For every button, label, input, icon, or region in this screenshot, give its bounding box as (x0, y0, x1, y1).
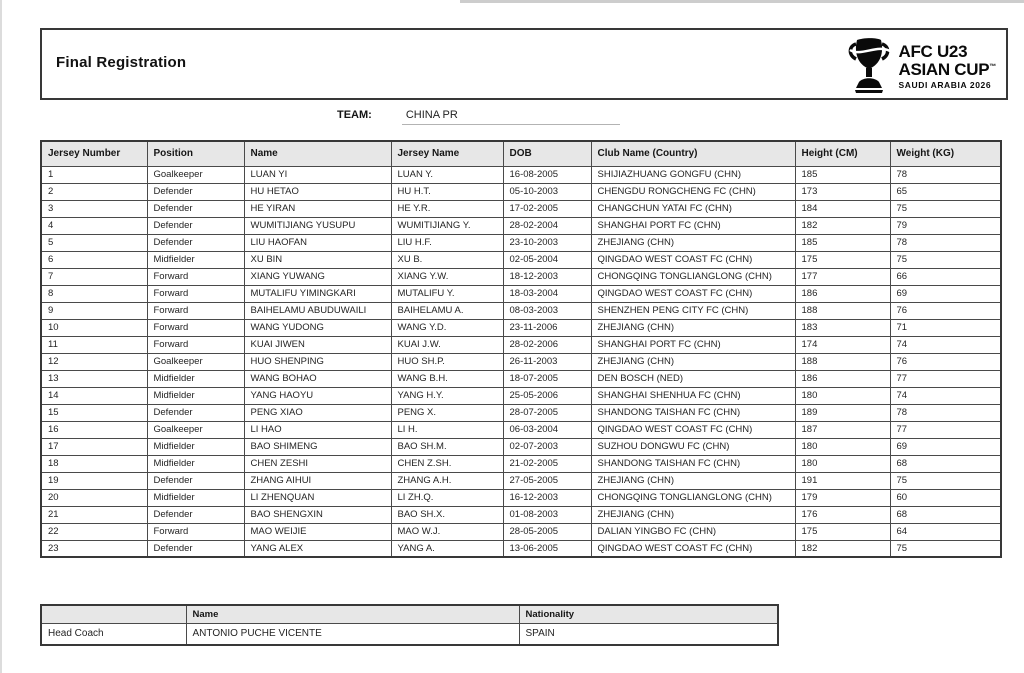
player-dob-cell: 16-08-2005 (503, 166, 591, 183)
player-dob-cell: 02-05-2004 (503, 251, 591, 268)
player-dob-cell: 06-03-2004 (503, 421, 591, 438)
player-jersey-number-cell: 11 (41, 336, 147, 353)
scan-edge-strip (460, 0, 1024, 3)
player-height-cell: 180 (795, 387, 890, 404)
logo-line-1: AFC U23 (898, 41, 968, 61)
player-weight-cell: 76 (890, 353, 1001, 370)
player-dob-cell: 02-07-2003 (503, 438, 591, 455)
player-jersey-name-cell: LIU H.F. (391, 234, 503, 251)
player-row (41, 302, 1001, 319)
player-name-cell: PENG XIAO (244, 404, 391, 421)
player-club-cell: QINGDAO WEST COAST FC (CHN) (591, 251, 795, 268)
player-club-cell: ZHEJIANG (CHN) (591, 353, 795, 370)
player-club-cell: SUZHOU DONGWU FC (CHN) (591, 438, 795, 455)
player-dob-cell: 23-11-2006 (503, 319, 591, 336)
player-jersey-number-cell: 20 (41, 489, 147, 506)
scan-edge-line (0, 0, 2, 673)
player-row (41, 353, 1001, 370)
player-jersey-number-cell: 18 (41, 455, 147, 472)
player-position-cell: Defender (147, 183, 244, 200)
player-jersey-name-cell: MUTALIFU Y. (391, 285, 503, 302)
player-weight-cell: 68 (890, 506, 1001, 523)
player-dob-cell: 08-03-2003 (503, 302, 591, 319)
player-dob-cell: 28-05-2005 (503, 523, 591, 540)
player-name-cell: YANG HAOYU (244, 387, 391, 404)
player-name-cell: XIANG YUWANG (244, 268, 391, 285)
player-height-cell: 187 (795, 421, 890, 438)
roster-table (40, 140, 1002, 558)
player-weight-cell: 68 (890, 455, 1001, 472)
player-jersey-number-cell: 3 (41, 200, 147, 217)
staff-table-body (41, 623, 778, 645)
player-jersey-name-cell: BAIHELAMU A. (391, 302, 503, 319)
player-name-cell: LI ZHENQUAN (244, 489, 391, 506)
player-height-cell: 185 (795, 234, 890, 251)
col-header-position: Position (147, 141, 244, 166)
player-weight-cell: 64 (890, 523, 1001, 540)
player-jersey-number-cell: 4 (41, 217, 147, 234)
col-header-height: Height (CM) (795, 141, 890, 166)
player-name-cell: WUMITIJIANG YUSUPU (244, 217, 391, 234)
player-row (41, 472, 1001, 489)
player-jersey-number-cell: 1 (41, 166, 147, 183)
player-jersey-name-cell: BAO SH.M. (391, 438, 503, 455)
player-position-cell: Defender (147, 200, 244, 217)
col-header-dob: DOB (503, 141, 591, 166)
trademark-symbol: ™ (989, 63, 996, 71)
player-name-cell: BAO SHENGXIN (244, 506, 391, 523)
player-jersey-name-cell: MAO W.J. (391, 523, 503, 540)
player-jersey-number-cell: 22 (41, 523, 147, 540)
player-dob-cell: 13-06-2005 (503, 540, 591, 557)
player-weight-cell: 75 (890, 540, 1001, 557)
player-name-cell: WANG BOHAO (244, 370, 391, 387)
player-dob-cell: 26-11-2003 (503, 353, 591, 370)
player-club-cell: ZHEJIANG (CHN) (591, 234, 795, 251)
player-jersey-number-cell: 9 (41, 302, 147, 319)
player-jersey-name-cell: YANG H.Y. (391, 387, 503, 404)
player-height-cell: 179 (795, 489, 890, 506)
player-jersey-number-cell: 19 (41, 472, 147, 489)
player-position-cell: Forward (147, 268, 244, 285)
player-jersey-name-cell: XU B. (391, 251, 503, 268)
player-dob-cell: 21-02-2005 (503, 455, 591, 472)
player-jersey-name-cell: WUMITIJIANG Y. (391, 217, 503, 234)
player-name-cell: HE YIRAN (244, 200, 391, 217)
staff-table (40, 604, 779, 646)
player-row (41, 217, 1001, 234)
player-jersey-number-cell: 7 (41, 268, 147, 285)
player-club-cell: CHANGCHUN YATAI FC (CHN) (591, 200, 795, 217)
team-label: TEAM: (337, 109, 372, 121)
player-name-cell: LUAN YI (244, 166, 391, 183)
player-position-cell: Forward (147, 285, 244, 302)
player-dob-cell: 28-02-2004 (503, 217, 591, 234)
player-dob-cell: 18-03-2004 (503, 285, 591, 302)
team-name-value: CHINA PR (402, 109, 620, 125)
logo-line-2: ASIAN CUP™ (898, 59, 996, 79)
player-name-cell: HUO SHENPING (244, 353, 391, 370)
player-name-cell: XU BIN (244, 251, 391, 268)
player-name-cell: MUTALIFU YIMINGKARI (244, 285, 391, 302)
player-weight-cell: 79 (890, 217, 1001, 234)
player-club-cell: CHONGQING TONGLIANGLONG (CHN) (591, 489, 795, 506)
player-dob-cell: 01-08-2003 (503, 506, 591, 523)
player-dob-cell: 17-02-2005 (503, 200, 591, 217)
player-weight-cell: 78 (890, 404, 1001, 421)
player-position-cell: Midfielder (147, 489, 244, 506)
player-club-cell: ZHEJIANG (CHN) (591, 319, 795, 336)
staff-col-header-name: Name (186, 605, 519, 623)
player-name-cell: ZHANG AIHUI (244, 472, 391, 489)
player-name-cell: LIU HAOFAN (244, 234, 391, 251)
player-club-cell: DEN BOSCH (NED) (591, 370, 795, 387)
player-row (41, 438, 1001, 455)
col-header-club: Club Name (Country) (591, 141, 795, 166)
player-name-cell: CHEN ZESHI (244, 455, 391, 472)
col-header-jersey-number: Jersey Number (41, 141, 147, 166)
player-dob-cell: 18-12-2003 (503, 268, 591, 285)
player-row (41, 183, 1001, 200)
player-jersey-name-cell: WANG Y.D. (391, 319, 503, 336)
document-header (40, 28, 1008, 100)
player-position-cell: Defender (147, 404, 244, 421)
player-jersey-name-cell: WANG B.H. (391, 370, 503, 387)
player-weight-cell: 69 (890, 285, 1001, 302)
player-jersey-number-cell: 14 (41, 387, 147, 404)
player-club-cell: QINGDAO WEST COAST FC (CHN) (591, 421, 795, 438)
tournament-logo (845, 37, 996, 95)
player-position-cell: Defender (147, 472, 244, 489)
player-dob-cell: 18-07-2005 (503, 370, 591, 387)
player-position-cell: Goalkeeper (147, 166, 244, 183)
player-jersey-name-cell: ZHANG A.H. (391, 472, 503, 489)
player-position-cell: Midfielder (147, 370, 244, 387)
player-club-cell: SHIJIAZHUANG GONGFU (CHN) (591, 166, 795, 183)
player-height-cell: 182 (795, 217, 890, 234)
player-position-cell: Defender (147, 506, 244, 523)
col-header-weight: Weight (KG) (890, 141, 1001, 166)
player-jersey-number-cell: 12 (41, 353, 147, 370)
player-height-cell: 173 (795, 183, 890, 200)
player-dob-cell: 28-07-2005 (503, 404, 591, 421)
player-height-cell: 188 (795, 302, 890, 319)
player-row (41, 319, 1001, 336)
player-dob-cell: 25-05-2006 (503, 387, 591, 404)
player-position-cell: Forward (147, 302, 244, 319)
player-position-cell: Midfielder (147, 251, 244, 268)
player-jersey-name-cell: HU H.T. (391, 183, 503, 200)
player-height-cell: 191 (795, 472, 890, 489)
player-row (41, 268, 1001, 285)
player-weight-cell: 77 (890, 421, 1001, 438)
roster-table-body (41, 166, 1001, 557)
player-weight-cell: 75 (890, 472, 1001, 489)
player-club-cell: SHANGHAI PORT FC (CHN) (591, 336, 795, 353)
player-position-cell: Forward (147, 319, 244, 336)
staff-row (41, 623, 778, 645)
player-row (41, 523, 1001, 540)
player-position-cell: Defender (147, 540, 244, 557)
staff-nationality-cell: SPAIN (519, 623, 778, 645)
player-row (41, 455, 1001, 472)
player-name-cell: BAIHELAMU ABUDUWAILI (244, 302, 391, 319)
player-weight-cell: 66 (890, 268, 1001, 285)
player-club-cell: CHENGDU RONGCHENG FC (CHN) (591, 183, 795, 200)
player-position-cell: Forward (147, 523, 244, 540)
player-jersey-name-cell: CHEN Z.SH. (391, 455, 503, 472)
staff-col-header-role (41, 605, 186, 623)
player-name-cell: KUAI JIWEN (244, 336, 391, 353)
player-position-cell: Goalkeeper (147, 421, 244, 438)
staff-name-cell: ANTONIO PUCHE VICENTE (186, 623, 519, 645)
player-weight-cell: 75 (890, 200, 1001, 217)
player-weight-cell: 75 (890, 251, 1001, 268)
player-club-cell: QINGDAO WEST COAST FC (CHN) (591, 285, 795, 302)
player-height-cell: 189 (795, 404, 890, 421)
player-jersey-number-cell: 21 (41, 506, 147, 523)
player-jersey-number-cell: 6 (41, 251, 147, 268)
player-weight-cell: 60 (890, 489, 1001, 506)
player-height-cell: 182 (795, 540, 890, 557)
player-weight-cell: 77 (890, 370, 1001, 387)
player-position-cell: Forward (147, 336, 244, 353)
player-name-cell: BAO SHIMENG (244, 438, 391, 455)
player-jersey-name-cell: HUO SH.P. (391, 353, 503, 370)
player-row (41, 166, 1001, 183)
player-row (41, 336, 1001, 353)
player-jersey-number-cell: 16 (41, 421, 147, 438)
player-height-cell: 175 (795, 251, 890, 268)
logo-line-3: SAUDI ARABIA 2026 (898, 79, 992, 90)
player-club-cell: SHENZHEN PENG CITY FC (CHN) (591, 302, 795, 319)
player-weight-cell: 71 (890, 319, 1001, 336)
player-height-cell: 180 (795, 455, 890, 472)
player-row (41, 234, 1001, 251)
staff-table-header (41, 605, 778, 623)
player-row (41, 540, 1001, 557)
player-height-cell: 177 (795, 268, 890, 285)
player-dob-cell: 27-05-2005 (503, 472, 591, 489)
player-position-cell: Midfielder (147, 455, 244, 472)
player-jersey-name-cell: HE Y.R. (391, 200, 503, 217)
afc-trophy-icon (845, 37, 893, 95)
player-jersey-number-cell: 10 (41, 319, 147, 336)
player-club-cell: QINGDAO WEST COAST FC (CHN) (591, 540, 795, 557)
player-dob-cell: 28-02-2006 (503, 336, 591, 353)
player-height-cell: 186 (795, 370, 890, 387)
player-row (41, 251, 1001, 268)
player-position-cell: Defender (147, 234, 244, 251)
player-height-cell: 175 (795, 523, 890, 540)
player-club-cell: SHANDONG TAISHAN FC (CHN) (591, 455, 795, 472)
player-height-cell: 184 (795, 200, 890, 217)
player-position-cell: Defender (147, 217, 244, 234)
player-jersey-name-cell: LI H. (391, 421, 503, 438)
player-height-cell: 188 (795, 353, 890, 370)
player-position-cell: Midfielder (147, 438, 244, 455)
player-club-cell: SHANGHAI PORT FC (CHN) (591, 217, 795, 234)
player-height-cell: 186 (795, 285, 890, 302)
player-dob-cell: 23-10-2003 (503, 234, 591, 251)
player-weight-cell: 74 (890, 387, 1001, 404)
player-club-cell: CHONGQING TONGLIANGLONG (CHN) (591, 268, 795, 285)
player-row (41, 387, 1001, 404)
player-jersey-number-cell: 23 (41, 540, 147, 557)
player-jersey-name-cell: BAO SH.X. (391, 506, 503, 523)
player-jersey-name-cell: LUAN Y. (391, 166, 503, 183)
player-weight-cell: 65 (890, 183, 1001, 200)
player-dob-cell: 05-10-2003 (503, 183, 591, 200)
player-club-cell: ZHEJIANG (CHN) (591, 472, 795, 489)
player-height-cell: 174 (795, 336, 890, 353)
staff-col-header-nationality: Nationality (519, 605, 778, 623)
player-weight-cell: 69 (890, 438, 1001, 455)
player-height-cell: 176 (795, 506, 890, 523)
player-club-cell: DALIAN YINGBO FC (CHN) (591, 523, 795, 540)
player-club-cell: ZHEJIANG (CHN) (591, 506, 795, 523)
player-row (41, 370, 1001, 387)
player-jersey-number-cell: 5 (41, 234, 147, 251)
team-line (337, 109, 620, 125)
player-weight-cell: 74 (890, 336, 1001, 353)
player-club-cell: SHANGHAI SHENHUA FC (CHN) (591, 387, 795, 404)
player-weight-cell: 78 (890, 234, 1001, 251)
player-jersey-number-cell: 13 (41, 370, 147, 387)
player-height-cell: 180 (795, 438, 890, 455)
player-name-cell: YANG ALEX (244, 540, 391, 557)
player-jersey-number-cell: 8 (41, 285, 147, 302)
player-jersey-name-cell: XIANG Y.W. (391, 268, 503, 285)
player-row (41, 285, 1001, 302)
player-jersey-name-cell: KUAI J.W. (391, 336, 503, 353)
player-name-cell: WANG YUDONG (244, 319, 391, 336)
roster-table-header (41, 141, 1001, 166)
page-title: Final Registration (56, 54, 187, 71)
staff-role-cell: Head Coach (41, 623, 186, 645)
player-position-cell: Goalkeeper (147, 353, 244, 370)
col-header-name: Name (244, 141, 391, 166)
player-jersey-name-cell: PENG X. (391, 404, 503, 421)
player-name-cell: LI HAO (244, 421, 391, 438)
player-row (41, 506, 1001, 523)
player-position-cell: Midfielder (147, 387, 244, 404)
player-row (41, 421, 1001, 438)
player-height-cell: 183 (795, 319, 890, 336)
player-dob-cell: 16-12-2003 (503, 489, 591, 506)
col-header-jersey-name: Jersey Name (391, 141, 503, 166)
player-club-cell: SHANDONG TAISHAN FC (CHN) (591, 404, 795, 421)
player-row (41, 404, 1001, 421)
tournament-logo-text (898, 43, 996, 90)
player-row (41, 489, 1001, 506)
player-weight-cell: 76 (890, 302, 1001, 319)
player-jersey-number-cell: 2 (41, 183, 147, 200)
player-jersey-number-cell: 17 (41, 438, 147, 455)
player-height-cell: 185 (795, 166, 890, 183)
player-weight-cell: 78 (890, 166, 1001, 183)
player-row (41, 200, 1001, 217)
player-name-cell: HU HETAO (244, 183, 391, 200)
player-jersey-name-cell: YANG A. (391, 540, 503, 557)
player-jersey-number-cell: 15 (41, 404, 147, 421)
player-jersey-name-cell: LI ZH.Q. (391, 489, 503, 506)
player-name-cell: MAO WEIJIE (244, 523, 391, 540)
